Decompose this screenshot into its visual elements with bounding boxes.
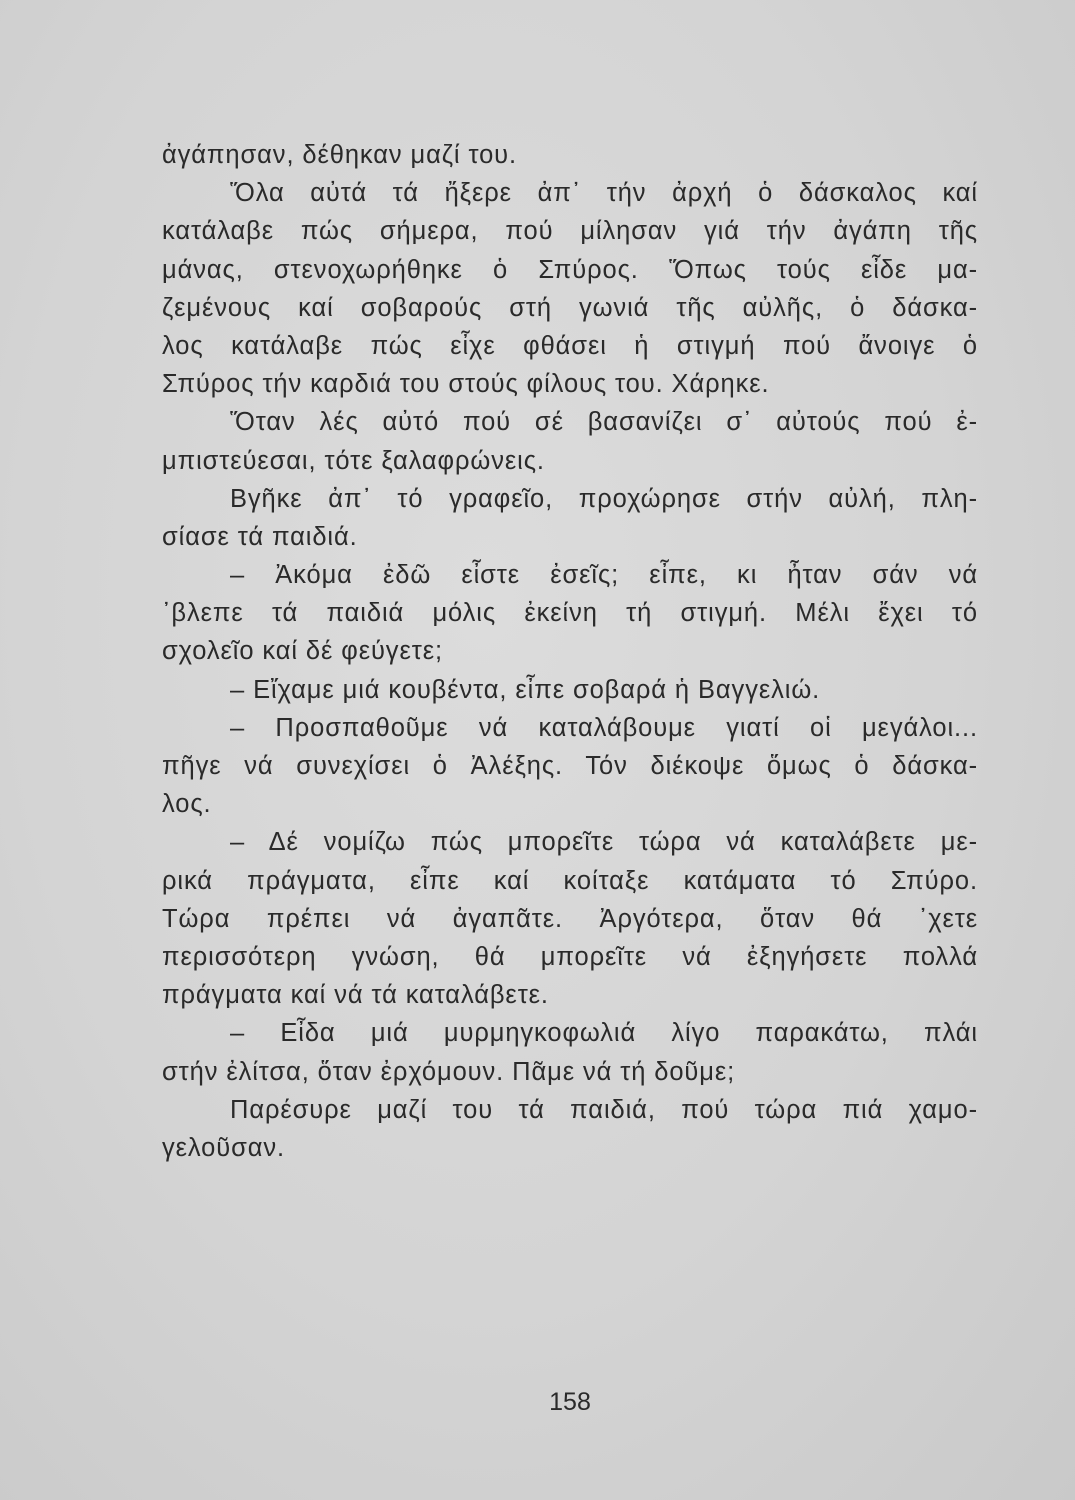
text-line: – Ἀκόμα ἐδῶ εἶστε ἐσεῖς; εἶπε, κι ἦταν σάν νά [230, 561, 978, 590]
text-line: Τώρα πρέπει νά ἀγαπᾶτε. Ἀργότερα, ὅταν θά ᾽χετε [162, 904, 978, 933]
text-line: Ὅλα αὐτά τά ἤξερε ἀπ᾽ τήν ἀρχή ὁ δάσκαλος καί [230, 179, 978, 208]
text-line: γελοῦσαν. [162, 1133, 286, 1162]
text-line: Ὅταν λές αὐτό πού σέ βασανίζει σ᾽ αὐτούς πού ἐ- [230, 408, 978, 437]
body-text [162, 136, 978, 1167]
text-line: – Εἴχαμε μιά κουβέντα, εἶπε σοβαρά ἡ Βαγγελιώ. [230, 675, 821, 704]
text-line: σχολεῖο καί δέ φεύγετε; [162, 637, 443, 666]
text-line: λος. [162, 790, 212, 819]
text-line: μπιστεύεσαι, τότε ξαλαφρώνεις. [162, 446, 545, 475]
text-line: κατάλαβε πώς σήμερα, πού μίλησαν γιά τήν ἀγάπη τῆς [162, 217, 978, 246]
text-line: – Εἶδα μιά μυρμηγκοφωλιά λίγο παρακάτω, πλάι [230, 1019, 978, 1048]
text-line: σίασε τά παιδιά. [162, 522, 358, 551]
text-line: ἀγάπησαν, δέθηκαν μαζί του. [162, 141, 518, 169]
text-line: πράγματα καί νά τά καταλάβετε. [162, 981, 549, 1010]
text-line: περισσότερη γνώση, θά μπορεῖτε νά ἐξηγήσετε πολλά [162, 942, 978, 971]
text-line: στήν ἐλίτσα, ὅταν ἐρχόμουν. Πᾶμε νά τή δοῦμε; [162, 1057, 736, 1086]
text-line: ζεμένους καί σοβαρούς στή γωνιά τῆς αὐλῆς, ὁ δάσκα- [162, 293, 978, 322]
text-line: Παρέσυρε μαζί του τά παιδιά, πού τώρα πιά χαμο- [230, 1095, 978, 1124]
text-line: – Δέ νομίζω πώς μπορεῖτε τώρα νά καταλάβετε με- [230, 828, 978, 857]
text-line: Σπύρος τήν καρδιά του στούς φίλους του. Χάρηκε. [162, 370, 770, 399]
text-line: – Προσπαθοῦμε νά καταλάβουμε γιατί οἱ μεγάλοι... [230, 713, 978, 742]
text-line: πῆγε νά συνεχίσει ὁ Ἀλέξης. Τόν διέκοψε ὅμως ὁ δάσκα- [162, 752, 978, 780]
text-line: ᾽βλεπε τά παιδιά μόλις ἐκείνη τή στιγμή. Μέλι ἔχει τό [162, 599, 978, 628]
page-number: 158 [549, 1388, 591, 1416]
text-line: Βγῆκε ἀπ᾽ τό γραφεῖο, προχώρησε στήν αὐλή, πλη- [230, 484, 978, 513]
text-line: μάνας, στενοχωρήθηκε ὁ Σπύρος. Ὅπως τούς εἶδε μα- [162, 255, 978, 284]
text-line: ρικά πράγματα, εἶπε καί κοίταξε κατάματα τό Σπύρο. [162, 866, 978, 895]
text-line: λος κατάλαβε πώς εἶχε φθάσει ἡ στιγμή πού ἄνοιγε ὁ [162, 331, 978, 360]
